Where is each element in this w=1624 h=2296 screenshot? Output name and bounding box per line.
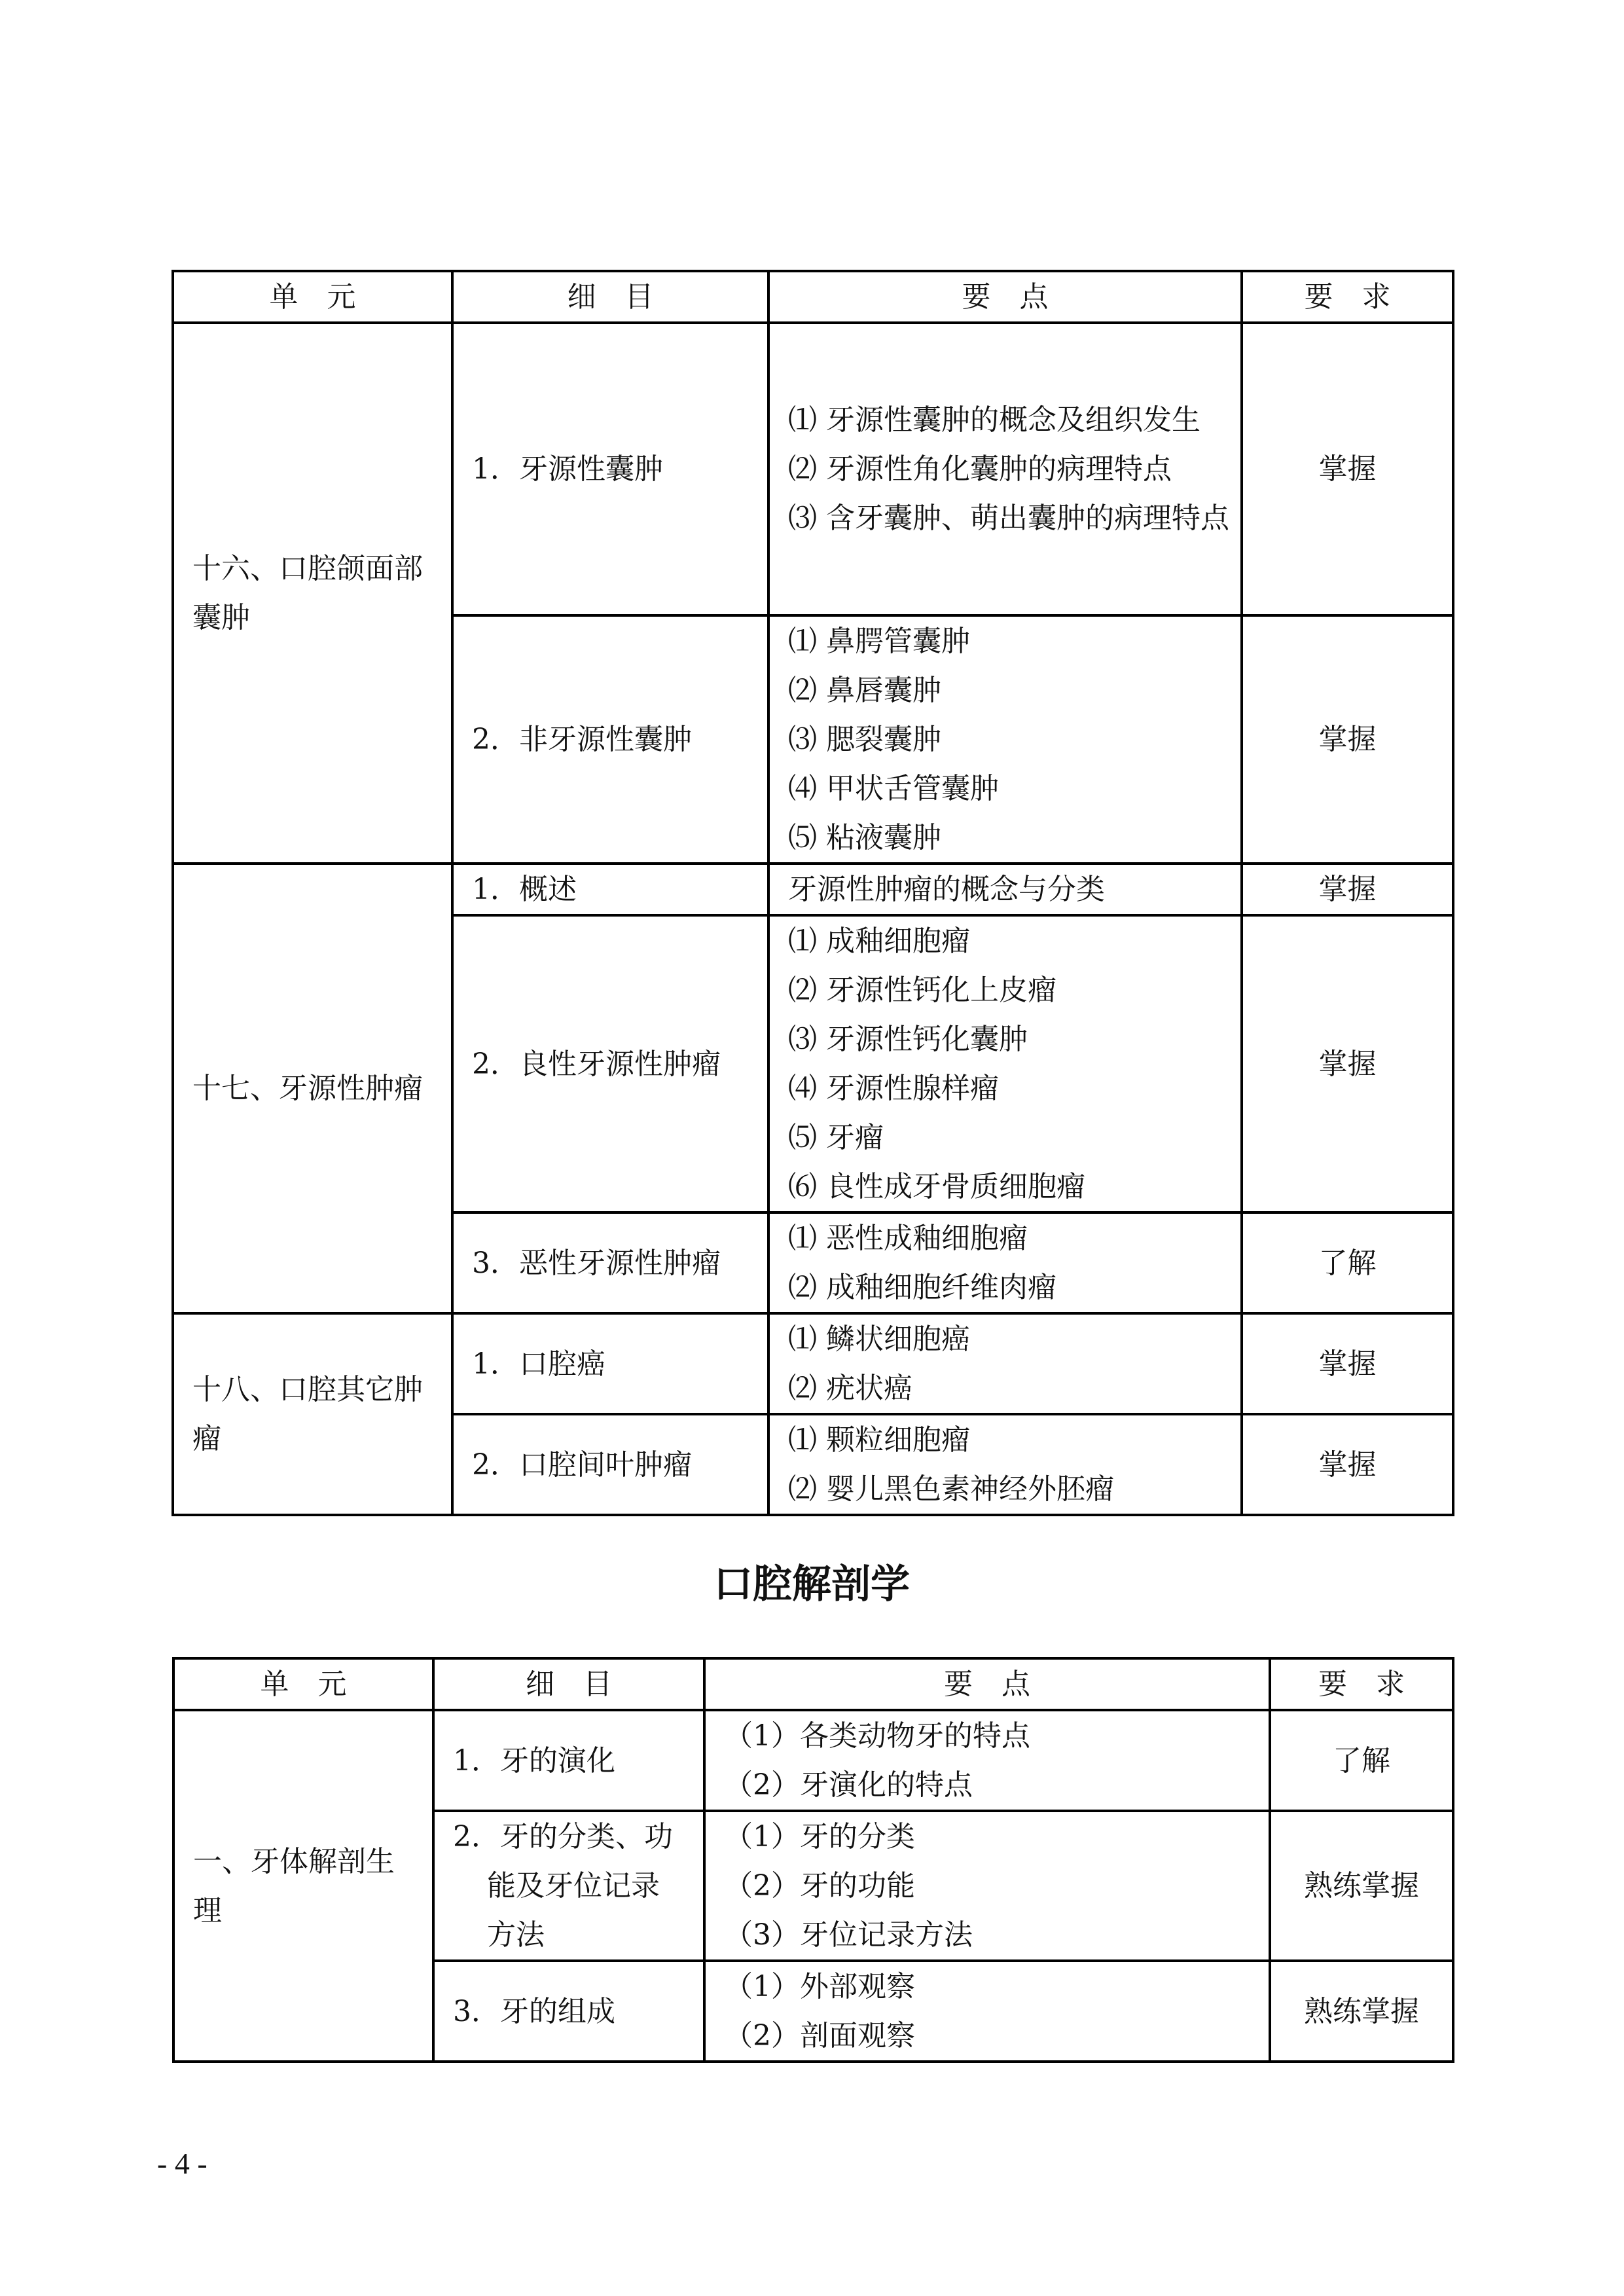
syllabus-table-oral-anatomy [172,1657,1454,2063]
point-line: ⑵ 婴儿黑色素神经外胚瘤 [788,1472,1114,1506]
section-title: 口腔解剖学 [713,1561,910,1607]
requirement-cell: 了解 [1242,1212,1453,1313]
points-cell [768,1212,1242,1313]
item-cell: 3．恶性牙源性肿瘤 [452,1212,768,1313]
requirement-cell: 掌握 [1242,1414,1453,1515]
header-points: 要 点 [768,271,1242,323]
item-line: 能及牙位记录 [487,1869,660,1903]
unit-cell: 十六、口腔颌面部囊肿 [173,323,452,864]
requirement-cell: 掌握 [1242,915,1453,1212]
point-line: ⑵ 牙源性角化囊肿的病理特点 [788,452,1172,486]
item-cell: 1．口腔癌 [452,1313,768,1414]
item-cell: 1．牙源性囊肿 [452,323,768,615]
point-line: ⑶ 牙源性钙化囊肿 [788,1023,1028,1056]
point-line: （1）外部观察 [724,1970,915,2003]
item-cell: 1．概述 [452,864,768,915]
header-item: 细 目 [433,1658,704,1710]
requirement-cell: 掌握 [1242,1313,1453,1414]
points-cell [768,915,1242,1212]
unit-cell: 十七、牙源性肿瘤 [173,864,452,1313]
point-line: （3）牙位记录方法 [724,1918,973,1952]
unit-cell: 十八、口腔其它肿瘤 [173,1313,452,1515]
table-row [173,1313,1453,1414]
header-unit: 单 元 [173,1658,433,1710]
requirement-cell: 熟练掌握 [1270,1961,1453,2062]
item-cell [433,1811,704,1961]
points-cell [768,615,1242,864]
requirement-cell: 掌握 [1242,323,1453,615]
table-row [173,1710,1453,1811]
header-requirement: 要 求 [1270,1658,1453,1710]
point-line: ⑴ 颗粒细胞瘤 [788,1423,970,1457]
point-line: ⑴ 鳞状细胞癌 [788,1322,970,1356]
point-line: （2）牙的功能 [724,1869,915,1903]
table-header-row [173,271,1453,323]
requirement-cell: 熟练掌握 [1270,1811,1453,1961]
point-line: ⑵ 牙源性钙化上皮瘤 [788,974,1056,1007]
requirement-cell: 掌握 [1242,864,1453,915]
points-cell [768,1313,1242,1414]
point-line: ⑴ 成釉细胞瘤 [788,924,970,958]
points-cell [768,323,1242,615]
item-cell: 1．牙的演化 [433,1710,704,1811]
table-header-row [173,1658,1453,1710]
points-cell [704,1811,1270,1961]
points-cell [768,864,1242,915]
points-cell [704,1710,1270,1811]
point-line: ⑸ 粘液囊肿 [788,821,941,854]
unit-cell: 一、牙体解剖生理 [173,1710,433,2062]
point-line: ⑴ 恶性成釉细胞瘤 [788,1222,1028,1255]
syllabus-table-oral-pathology [171,270,1454,1516]
point-line: ⑶ 腮裂囊肿 [788,723,941,756]
point-line: ⑷ 甲状舌管囊肿 [788,772,999,805]
points-cell [704,1961,1270,2062]
header-requirement: 要 求 [1242,271,1453,323]
points-cell [768,1414,1242,1515]
point-line: ⑸ 牙瘤 [788,1121,884,1154]
table-row [173,323,1453,615]
item-cell: 2．口腔间叶肿瘤 [452,1414,768,1515]
point-line: （1）各类动物牙的特点 [724,1719,1030,1753]
point-line: ⑹ 良性成牙骨质细胞瘤 [788,1170,1085,1203]
item-cell: 2．非牙源性囊肿 [452,615,768,864]
item-line: 方法 [487,1918,545,1952]
point-line: 牙源性肿瘤的概念与分类 [788,873,1105,906]
item-line: 2．牙的分类、功 [453,1820,673,1853]
page-number: - 4 - [157,2147,208,2180]
point-line: ⑵ 鼻唇囊肿 [788,674,941,707]
header-item: 细 目 [452,271,768,323]
point-line: ⑵ 成釉细胞纤维肉瘤 [788,1271,1056,1304]
table-row [173,864,1453,915]
point-line: （2）牙演化的特点 [724,1768,973,1802]
requirement-cell: 了解 [1270,1710,1453,1811]
point-line: （2）剖面观察 [724,2019,915,2052]
item-cell: 2．良性牙源性肿瘤 [452,915,768,1212]
header-unit: 单 元 [173,271,452,323]
point-line: ⑶ 含牙囊肿、萌出囊肿的病理特点 [788,501,1229,535]
header-points: 要 点 [704,1658,1270,1710]
point-line: ⑷ 牙源性腺样瘤 [788,1072,999,1105]
point-line: ⑴ 鼻腭管囊肿 [788,625,970,658]
item-cell: 3．牙的组成 [433,1961,704,2062]
requirement-cell: 掌握 [1242,615,1453,864]
point-line: ⑴ 牙源性囊肿的概念及组织发生 [788,403,1200,437]
point-line: ⑵ 疣状癌 [788,1372,912,1405]
point-line: （1）牙的分类 [724,1820,915,1853]
